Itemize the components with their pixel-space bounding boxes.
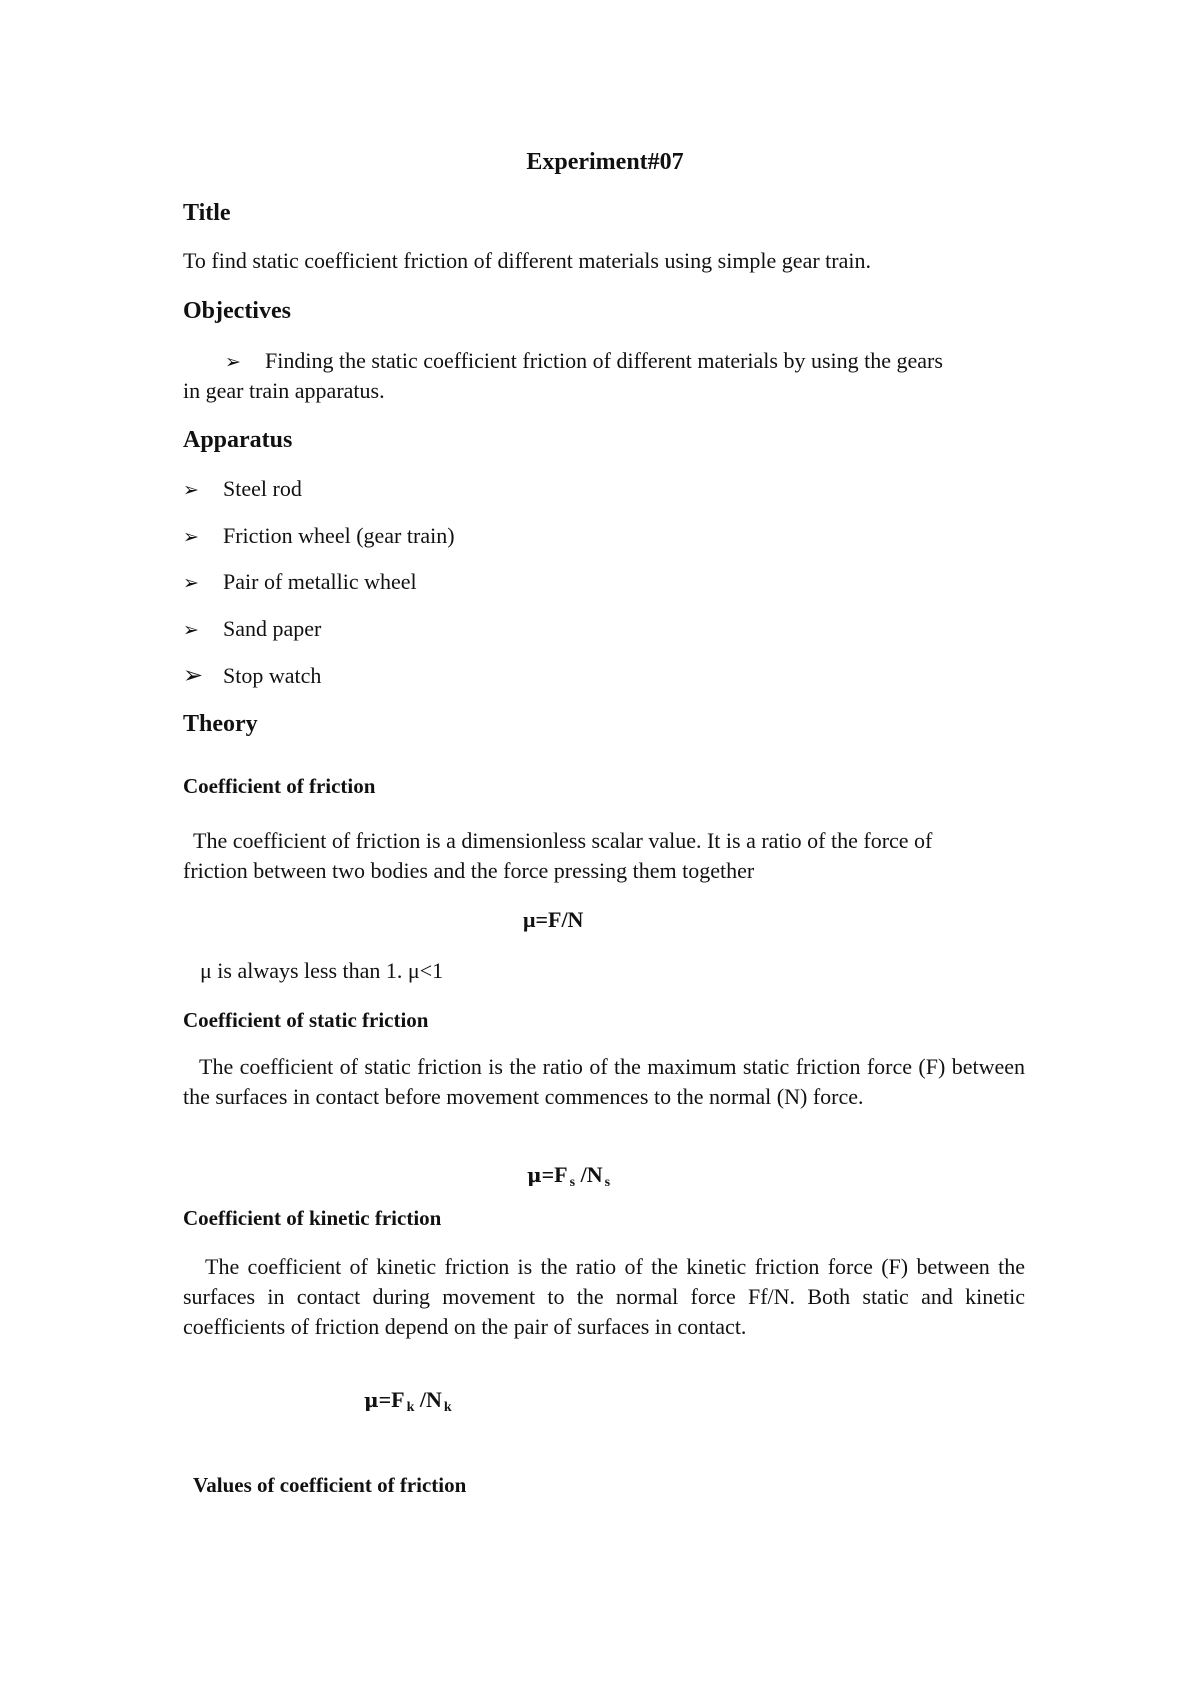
apparatus-item-label: Pair of metallic wheel bbox=[223, 569, 417, 594]
objective-text-line2: in gear train apparatus. bbox=[183, 378, 385, 403]
cof-text-line1: The coefficient of friction is a dimensionless scalar value. It is a ratio of the force of bbox=[193, 828, 933, 853]
apparatus-item bbox=[183, 660, 321, 691]
ckf-heading: Coefficient of kinetic friction bbox=[183, 1206, 442, 1230]
csf-paragraph: The coefficient of static friction is the ratio of the maximum static friction force (F) between the surfaces in contact before movement commences to the normal (N) force. bbox=[183, 1054, 1025, 1109]
arrow-bullet-icon: ➢ bbox=[225, 351, 241, 373]
cof-paragraph bbox=[183, 826, 1025, 886]
ckf-formula: μ=F $_k$ /N $_k$ bbox=[364, 1387, 452, 1415]
apparatus-item-label: Friction wheel (gear train) bbox=[223, 523, 455, 548]
arrow-bullet-icon: ➢ bbox=[183, 526, 199, 548]
csf-formula: μ=F $_s$ /N $_s$ bbox=[527, 1162, 611, 1190]
arrow-bullet-icon: ➢ bbox=[183, 572, 199, 594]
cof-heading: Coefficient of friction bbox=[183, 774, 376, 798]
arrow-bullet-icon: ➢ bbox=[183, 619, 199, 641]
apparatus-item-label: Stop watch bbox=[223, 663, 322, 688]
csf-heading: Coefficient of static friction bbox=[183, 1008, 429, 1032]
values-heading: Values of coefficient of friction bbox=[193, 1473, 467, 1497]
objectives-label: Objectives bbox=[183, 298, 291, 324]
arrow-bullet-icon: ➢ bbox=[183, 661, 204, 689]
apparatus-item bbox=[183, 521, 455, 552]
objective-text-line1: Finding the static coefficient friction of different materials by using the gears bbox=[265, 348, 943, 373]
apparatus-label: Apparatus bbox=[183, 427, 293, 453]
experiment-heading: Experiment#07 bbox=[526, 149, 684, 175]
apparatus-item-label: Steel rod bbox=[223, 476, 302, 501]
apparatus-item bbox=[183, 474, 302, 505]
cof-note: μ is always less than 1. μ<1 bbox=[200, 958, 444, 983]
apparatus-item bbox=[183, 614, 321, 645]
cof-text-line2: friction between two bodies and the force pressing them together bbox=[183, 858, 755, 883]
objective-item bbox=[225, 346, 943, 377]
title-text: To find static coefficient friction of different materials using simple gear train. bbox=[183, 248, 871, 273]
cof-formula: μ=F/N bbox=[523, 907, 584, 932]
title-label: Title bbox=[183, 200, 231, 226]
theory-label: Theory bbox=[183, 711, 258, 737]
apparatus-item-label: Sand paper bbox=[223, 616, 322, 641]
arrow-bullet-icon: ➢ bbox=[183, 479, 199, 501]
apparatus-item bbox=[183, 567, 417, 598]
ckf-paragraph: The coefficient of kinetic friction is the ratio of the kinetic friction force (F) between the surfaces in contact during movement to the normal force Ff/N. Both static and kinetic coefficients of friction depend on the pair of surfaces in contact. bbox=[183, 1254, 1025, 1339]
